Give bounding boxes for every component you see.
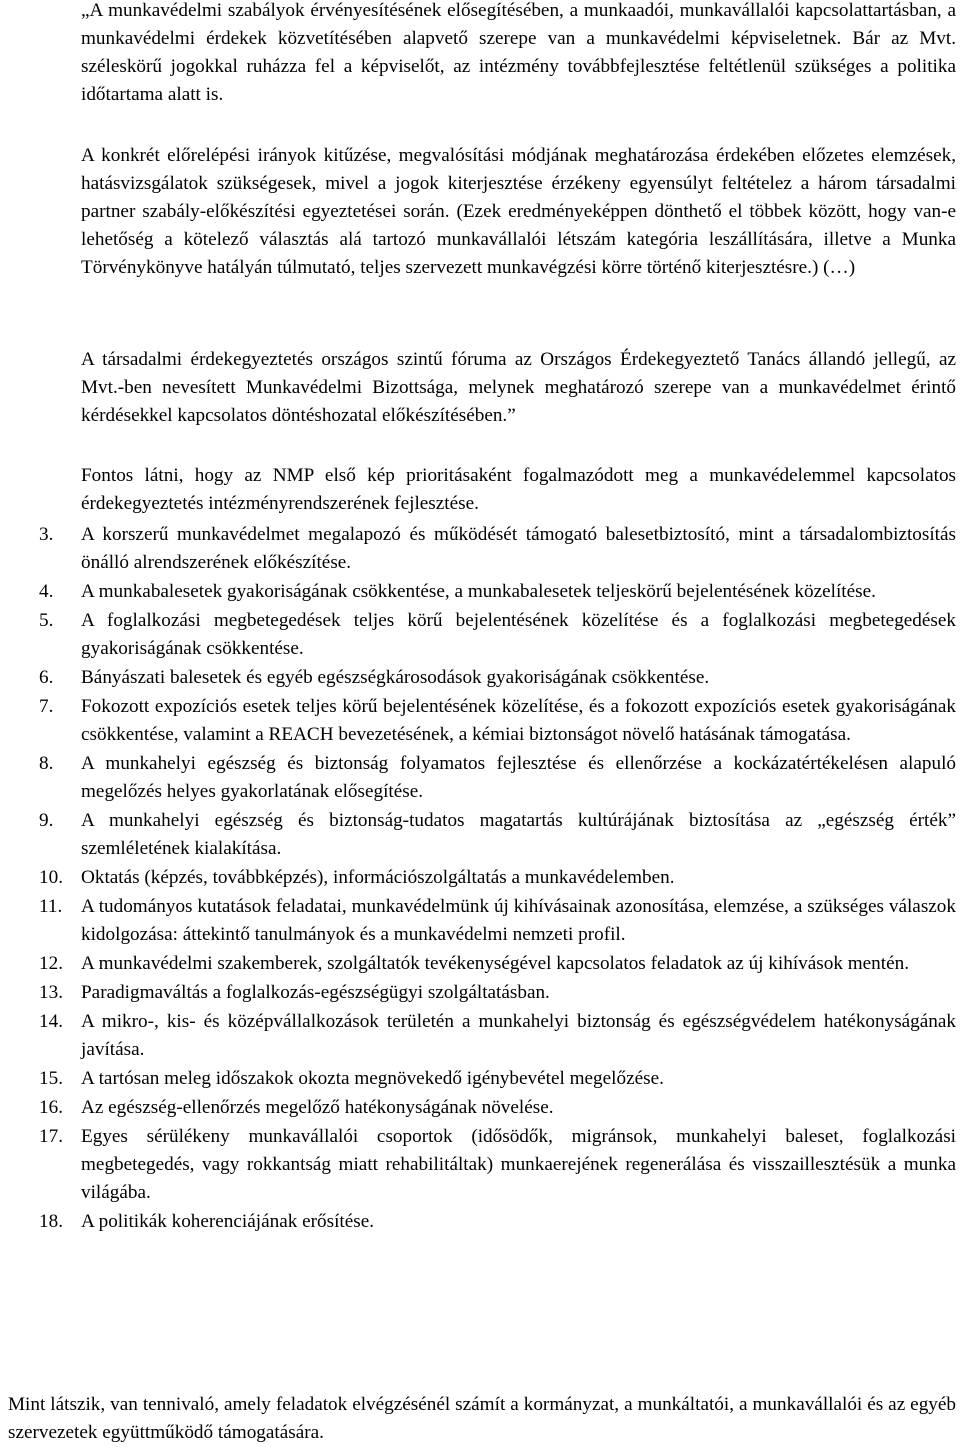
- quote-paragraph-4: Fontos látni, hogy az NMP első kép prioritásaként fogalmazódott meg a munkavédelemmel kapcsolatos érdekegyeztetés intézményrendszerének fejlesztése.: [81, 465, 956, 514]
- list-item: [39, 1008, 956, 1064]
- list-text: Fokozott expozíciós esetek teljes körű bejelentésének közelítése, és a fokozott expozíciós esetek gyakoriságának csökkentése, valamint a REACH bevezetésének, a kémiai biztonságot növelő hatásának támogatása.: [81, 696, 956, 745]
- list-item: [39, 1094, 956, 1122]
- list-number: 16.: [39, 1097, 63, 1118]
- list-item: [39, 950, 956, 978]
- list-number: 3.: [39, 524, 54, 545]
- list-number: 9.: [39, 810, 54, 831]
- list-text: A tartósan meleg időszakok okozta megnövekedő igénybevétel megelőzése.: [81, 1068, 664, 1089]
- list-text: Oktatás (képzés, továbbképzés), információszolgáltatás a munkavédelemben.: [81, 867, 675, 888]
- list-item: [39, 807, 956, 863]
- list-item: [39, 979, 956, 1007]
- list-text: A munkabalesetek gyakoriságának csökkentése, a munkabalesetek teljeskörű bejelentésének közelítése.: [81, 581, 876, 602]
- list-number: 14.: [39, 1011, 63, 1032]
- list-number: 10.: [39, 867, 63, 888]
- list-number: 12.: [39, 953, 63, 974]
- list-item: [39, 750, 956, 806]
- list-item: [39, 1065, 956, 1093]
- list-number: 8.: [39, 753, 54, 774]
- list-item: [39, 864, 956, 892]
- quote-paragraph-3: A társadalmi érdekegyeztetés országos szintű fóruma az Országos Érdekegyeztető Tanács állandó jellegű, az Mvt.-ben nevesített Munkavédelmi Bizottsága, melynek meghatározó szerepe van a munkavédelmet érintő kérdésekkel kapcsolatos döntéshozatal előkészítésében.”: [81, 349, 956, 426]
- list-item: [39, 607, 956, 663]
- list-text: A mikro-, kis- és középvállalkozások területén a munkahelyi biztonság és egészségvédelem hatékonyságának javítása.: [81, 1011, 956, 1060]
- list-item: [39, 1208, 956, 1236]
- list-text: A munkavédelmi szakemberek, szolgáltatók tevékenységével kapcsolatos feladatok az új kihívások mentén.: [81, 953, 909, 974]
- list-text: Az egészség-ellenőrzés megelőző hatékonyságának növelése.: [81, 1097, 554, 1118]
- list-number: 4.: [39, 581, 54, 602]
- list-item: [39, 521, 956, 577]
- list-number: 11.: [39, 896, 63, 917]
- list-item: [39, 664, 956, 692]
- list-text: A tudományos kutatások feladatai, munkavédelmünk új kihívásainak azonosítása, elemzése, a szükséges válaszok kidolgozása: áttekintő tanulmányok és a munkavédelmi nemzeti profil.: [81, 896, 956, 945]
- list-number: 18.: [39, 1211, 63, 1232]
- list-text: A politikák koherenciájának erősítése.: [81, 1211, 375, 1232]
- list-text: Egyes sérülékeny munkavállalói csoportok (idősödők, migránsok, munkahelyi baleset, foglalkozási megbetegedés, vagy rokkantság miatt rehabilitáltak) munkaerejének regenerálása és visszaillesztésük a munka világába.: [81, 1126, 956, 1203]
- list-item: [39, 1123, 956, 1207]
- list-text: A korszerű munkavédelmet megalapozó és működését támogató balesetbiztosító, mint a társadalombiztosítás önálló alrendszerének előkészítése.: [81, 524, 956, 573]
- list-text: A munkahelyi egészség és biztonság folyamatos fejlesztése és ellenőrzése a kockázatértékelésen alapuló megelőzés helyes gyakorlatának elősegítése.: [81, 753, 956, 802]
- list-number: 7.: [39, 696, 54, 717]
- list-text: A munkahelyi egészség és biztonság-tudatos magatartás kultúrájának biztosítása az „egészség érték” szemléletének kialakítása.: [81, 810, 956, 859]
- list-number: 15.: [39, 1068, 63, 1089]
- quote-paragraph-2: A konkrét előrelépési irányok kitűzése, megvalósítási módjának meghatározása érdekében előzetes elemzések, hatásvizsgálatok szükségesek, mivel a jogok kiterjesztése érzékeny egyensúlyt feltételez a három társadalmi partner szabály-előkészítési egyeztetései során. (Ezek eredményeképpen dönthető el többek között, hogy van-e lehetőség a kötelező választás alá tartozó munkavállalói létszám kategória leszállítására, illetve a Munka Törvénykönyve hatályán túlmutató, teljes szervezett munkavégzési körre történő kiterjesztésre.) (…): [81, 145, 956, 278]
- closing-paragraph: Mint látszik, van tennivaló, amely feladatok elvégzésénél számít a kormányzat, a munkáltatói, a munkavállalói és az egyéb szervezetek együttműködő támogatására.: [8, 1394, 956, 1444]
- list-text: Bányászati balesetek és egyéb egészségkárosodások gyakoriságának csökkentése.: [81, 667, 710, 688]
- list-number: 13.: [39, 982, 63, 1003]
- list-text: A foglalkozási megbetegedések teljes körű bejelentésének közelítése és a foglalkozási megbetegedések gyakoriságának csökkentése.: [81, 610, 956, 659]
- quote-paragraph-1: „A munkavédelmi szabályok érvényesítésének elősegítésében, a munkaadói, munkavállalói kapcsolattartásban, a munkavédelmi érdekek közvetítésében alapvető szerepe van a munkavédelmi képviseletnek. Bár az Mvt. széleskörű jogokkal ruházza fel a képviselőt, az intézmény továbbfejlesztése feltétlenül szükséges a politika időtartama alatt is.: [81, 0, 956, 105]
- list-item: [39, 693, 956, 749]
- list-item: [39, 893, 956, 949]
- list-number: 17.: [39, 1126, 63, 1147]
- list-text: Paradigmaváltás a foglalkozás-egészségügyi szolgáltatásban.: [81, 982, 550, 1003]
- list-number: 5.: [39, 610, 54, 631]
- list-number: 6.: [39, 667, 54, 688]
- list-item: [39, 578, 956, 606]
